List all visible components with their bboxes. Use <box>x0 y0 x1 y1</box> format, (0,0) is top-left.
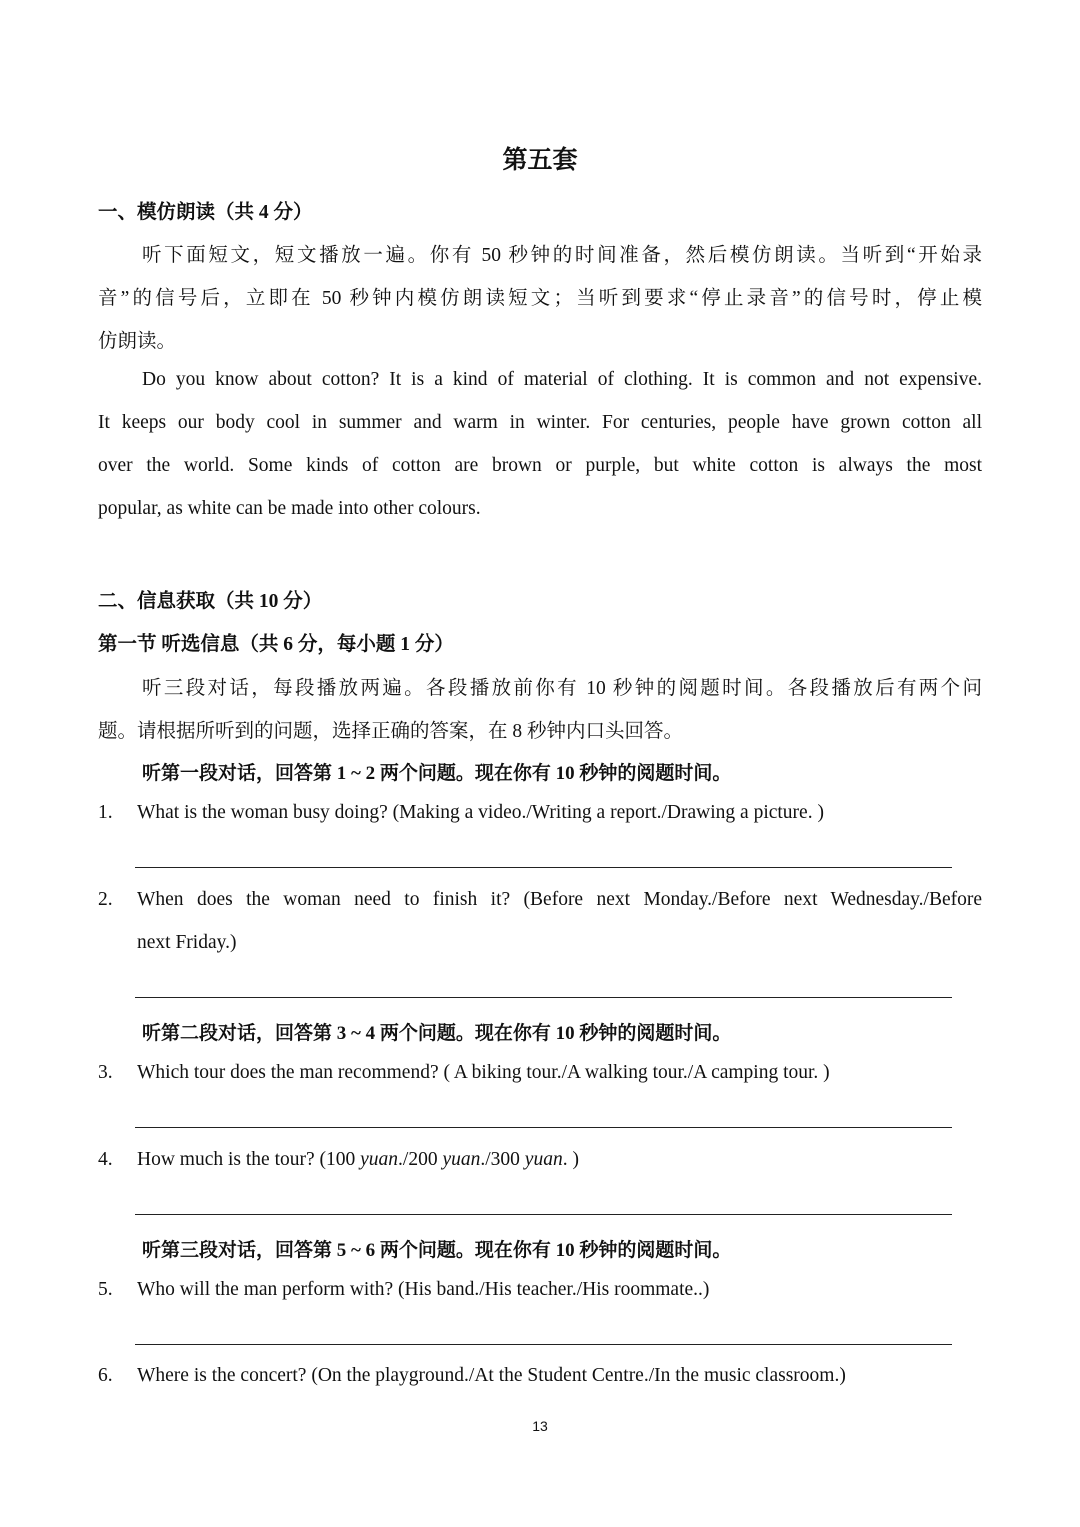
section1-instruction-line-3: 仿朗读。 <box>98 331 177 352</box>
page-title: 第五套 <box>502 147 578 174</box>
passage-line-2: It keeps our body cool in summer and warm in winter. For centuries, people have grown cotton all <box>98 412 982 433</box>
section2-instruction-line-1: 听三段对话，每段播放两遍。各段播放前你有 10 秒钟的阅题时间。各段播放后有两个问 <box>142 678 982 699</box>
question-text-part: ./200 <box>398 1149 443 1170</box>
passage-line-3: over the world. Some kinds of cotton are brown or purple, but white cotton is always the most <box>98 455 982 476</box>
section1-instruction-line-1: 听下面短文，短文播放一遍。你有 50 秒钟的时间准备，然后模仿朗读。当听到“开始录 <box>142 245 982 266</box>
currency-word: yuan <box>442 1149 481 1170</box>
question-text: Who will the man perform with? (His band./His teacher./His roommate..) <box>137 1279 710 1300</box>
question-number: 2. <box>98 889 113 910</box>
question-text: What is the woman busy doing? (Making a video./Writing a report./Drawing a picture. ) <box>137 802 824 823</box>
passage-line-4: popular, as white can be made into other colours. <box>98 498 481 519</box>
currency-word: yuan <box>524 1149 563 1170</box>
currency-word: yuan <box>360 1149 399 1170</box>
answer-line[interactable] <box>135 867 952 868</box>
passage-line-1: Do you know about cotton? It is a kind of material of clothing. It is common and not expensive. <box>142 369 982 390</box>
section2-instruction-line-2: 题。请根据所听到的问题，选择正确的答案，在 8 秒钟内口头回答。 <box>98 721 684 742</box>
question-text: Which tour does the man recommend? ( A biking tour./A walking tour./A camping tour. ) <box>137 1062 830 1083</box>
section1-instruction-line-2: 音”的信号后，立即在 50 秒钟内模仿朗读短文；当听到要求“停止录音”的信号时，停止模 <box>98 288 982 309</box>
dialog2-instruction: 听第二段对话，回答第 3 ~ 4 两个问题。现在你有 10 秒钟的阅题时间。 <box>142 1023 732 1044</box>
part1-heading: 第一节 听选信息（共 6 分，每小题 1 分） <box>98 634 454 655</box>
question-text <box>137 1149 579 1171</box>
answer-line[interactable] <box>135 997 952 998</box>
question-number: 6. <box>98 1365 113 1386</box>
question-text: When does the woman need to finish it? (Before next Monday./Before next Wednesday./Before <box>137 889 982 910</box>
question-text: Where is the concert? (On the playground./At the Student Centre./In the music classroom.) <box>137 1365 846 1386</box>
answer-line[interactable] <box>135 1127 952 1128</box>
section1-heading: 一、模仿朗读（共 4 分） <box>98 202 313 223</box>
question-number: 5. <box>98 1279 113 1300</box>
question-text-part: How much is the tour? (100 <box>137 1149 361 1170</box>
page-number: 13 <box>532 1418 548 1434</box>
section2-heading: 二、信息获取（共 10 分） <box>98 591 323 612</box>
question-text-continued: next Friday.) <box>137 932 237 953</box>
question-number: 1. <box>98 802 113 823</box>
answer-line[interactable] <box>135 1344 952 1345</box>
answer-line[interactable] <box>135 1214 952 1215</box>
dialog3-instruction: 听第三段对话，回答第 5 ~ 6 两个问题。现在你有 10 秒钟的阅题时间。 <box>142 1240 732 1261</box>
question-number: 4. <box>98 1149 113 1170</box>
question-text-part: . ) <box>562 1149 579 1170</box>
question-number: 3. <box>98 1062 113 1083</box>
dialog1-instruction: 听第一段对话，回答第 1 ~ 2 两个问题。现在你有 10 秒钟的阅题时间。 <box>142 763 732 784</box>
question-text-part: ./300 <box>480 1149 525 1170</box>
